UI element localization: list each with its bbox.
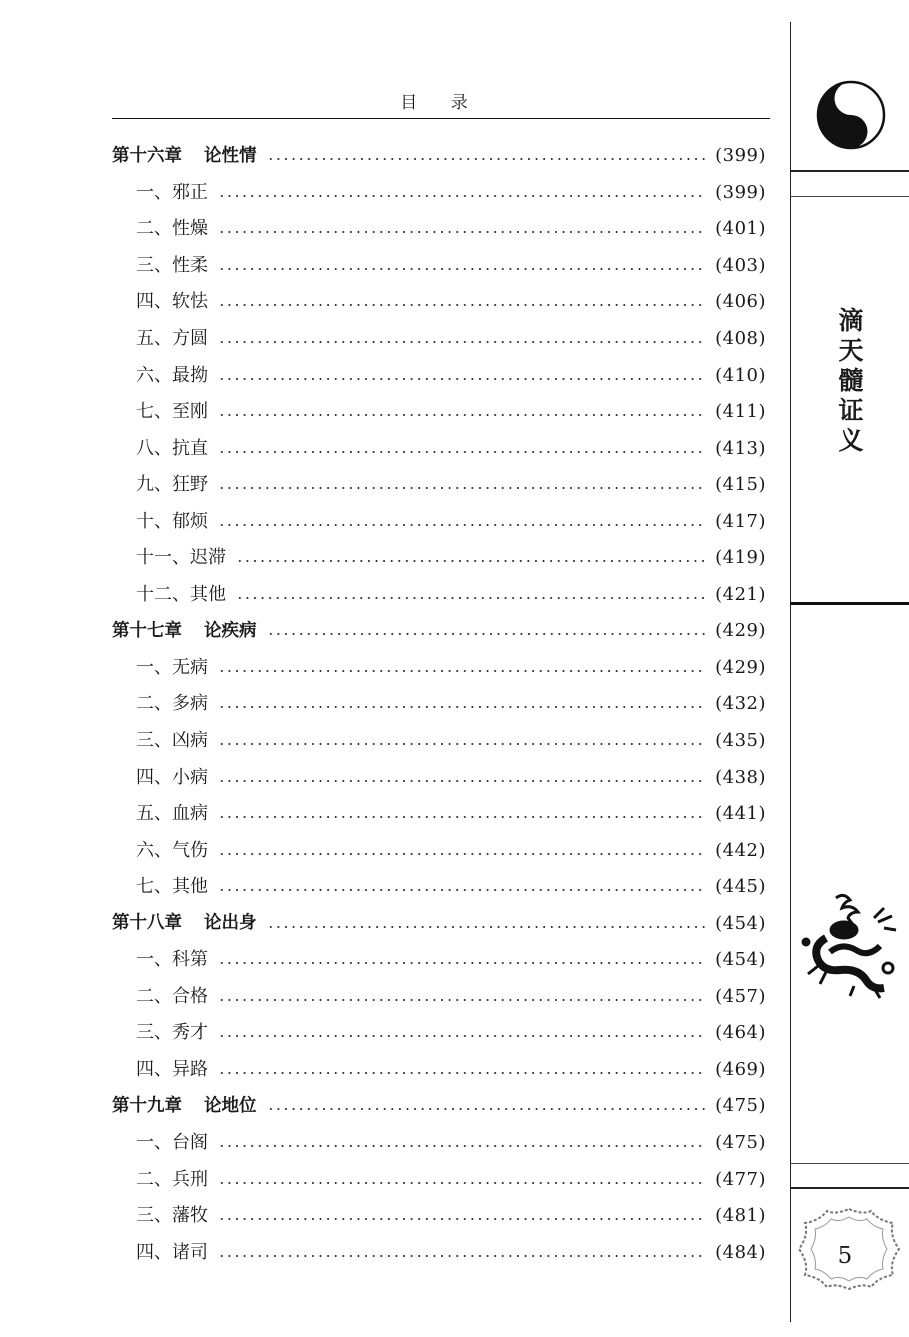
book-title-vertical: [831, 306, 871, 456]
toc-section-title: 十、郁烦: [136, 510, 208, 532]
toc-chapter-entry[interactable]: [112, 905, 766, 942]
toc-page-number: (475): [715, 1132, 766, 1154]
toc-section-title: 一、无病: [136, 656, 208, 678]
toc-page-number: (445): [715, 876, 766, 898]
toc-section-entry[interactable]: [112, 759, 766, 796]
toc-section-title: 三、凶病: [136, 730, 208, 752]
toc-section-entry[interactable]: [112, 248, 766, 285]
toc-section-entry[interactable]: [112, 540, 766, 577]
toc-section-title: 四、小病: [136, 766, 208, 788]
dot-leader: [218, 1072, 705, 1074]
toc-page-number: (399): [715, 181, 766, 203]
sidebar-rule: [790, 1163, 909, 1164]
toc-page-number: (484): [715, 1241, 766, 1263]
toc-section-title: 四、异路: [136, 1058, 208, 1080]
toc-page-number: (454): [715, 912, 766, 934]
sidebar-rule: [790, 1187, 909, 1189]
toc-chapter-number: 第十八章: [112, 913, 182, 933]
toc-section-entry[interactable]: [112, 211, 766, 248]
dot-leader: [218, 231, 705, 233]
toc-section-title: 十二、其他: [136, 583, 226, 605]
toc-page-number: (435): [715, 730, 766, 752]
toc-page-number: (415): [715, 474, 766, 496]
dot-leader: [236, 597, 705, 599]
book-title-char: 证: [838, 396, 864, 425]
toc-section-title: 六、最拗: [136, 364, 208, 386]
toc-page-number: (481): [715, 1205, 766, 1227]
toc-section-entry[interactable]: [112, 942, 766, 979]
dot-leader: [218, 1182, 705, 1184]
dot-leader: [218, 706, 705, 708]
toc-chapter-entry[interactable]: [112, 138, 766, 175]
table-of-contents: [112, 138, 766, 1271]
toc-page-number: (454): [715, 949, 766, 971]
toc-section-entry[interactable]: [112, 467, 766, 504]
toc-section-title: 六、气伤: [136, 839, 208, 861]
dot-leader: [218, 962, 705, 964]
toc-page-number: (441): [715, 803, 766, 825]
toc-chapter-entry[interactable]: [112, 613, 766, 650]
page-header-title: 目 录: [400, 93, 482, 113]
toc-section-title: 三、藩牧: [136, 1205, 208, 1227]
toc-page-number: (469): [715, 1058, 766, 1080]
toc-chapter-number: 第十六章: [112, 145, 182, 166]
toc-section-title: 七、其他: [136, 876, 208, 898]
toc-section-entry[interactable]: [112, 357, 766, 394]
dot-leader: [218, 414, 705, 416]
toc-section-title: 五、方圆: [136, 328, 208, 349]
toc-section-entry[interactable]: [112, 321, 766, 358]
dot-leader: [218, 1255, 705, 1257]
toc-section-title: 四、诸司: [136, 1241, 208, 1263]
yin-yang-icon: [816, 80, 886, 150]
toc-page-number: (429): [715, 656, 766, 678]
toc-page-number: (411): [715, 401, 766, 423]
dot-leader: [267, 1108, 706, 1110]
toc-page-number: (477): [715, 1168, 766, 1190]
book-title-char: 义: [838, 426, 864, 455]
toc-page-number: (432): [715, 693, 766, 715]
dot-leader: [267, 158, 706, 160]
dot-leader: [236, 560, 705, 562]
toc-chapter-name: 论性情: [204, 145, 257, 166]
dot-leader: [218, 889, 705, 891]
toc-chapter-name: 论地位: [204, 1095, 257, 1116]
toc-section-title: 二、兵刑: [136, 1168, 208, 1190]
dot-leader: [218, 195, 705, 197]
toc-section-entry[interactable]: [112, 796, 766, 833]
toc-page-number: (399): [715, 145, 766, 167]
toc-section-entry[interactable]: [112, 1234, 766, 1271]
dot-leader: [218, 341, 705, 343]
sidebar-rule: [790, 602, 909, 605]
dot-leader: [267, 926, 706, 928]
toc-section-entry[interactable]: [112, 284, 766, 321]
toc-page-number: (419): [715, 547, 766, 569]
toc-section-entry[interactable]: [112, 1198, 766, 1235]
dot-leader: [218, 378, 705, 380]
header-rule: [112, 118, 770, 119]
toc-section-entry[interactable]: [112, 175, 766, 212]
toc-section-entry[interactable]: [112, 723, 766, 760]
book-title-char: 髓: [838, 366, 864, 395]
toc-section-title: 十一、迟滞: [136, 547, 226, 569]
toc-page-number: (408): [715, 328, 766, 349]
toc-section-entry[interactable]: [112, 832, 766, 869]
dot-leader: [218, 780, 705, 782]
dot-leader: [218, 743, 705, 745]
toc-chapter-entry[interactable]: [112, 1088, 766, 1125]
toc-page-number: (410): [715, 364, 766, 386]
toc-section-entry[interactable]: [112, 1125, 766, 1162]
dot-leader: [218, 268, 705, 270]
toc-section-title: 一、邪正: [136, 181, 208, 203]
toc-page-number: (464): [715, 1022, 766, 1044]
toc-chapter-title: [112, 145, 257, 166]
toc-section-title: 七、至刚: [136, 401, 208, 423]
toc-section-title: 二、性燥: [136, 218, 208, 240]
dot-leader: [218, 670, 705, 672]
toc-page-number: (401): [715, 218, 766, 240]
toc-page-number: (442): [715, 839, 766, 861]
dragon-icon: [796, 890, 900, 1000]
toc-section-entry[interactable]: [112, 394, 766, 431]
dot-leader: [218, 853, 705, 855]
toc-page-number: (417): [715, 510, 766, 532]
toc-chapter-number: 第十九章: [112, 1095, 182, 1116]
toc-chapter-title: [112, 620, 257, 641]
sidebar-rule: [790, 196, 909, 197]
dot-leader: [218, 1218, 705, 1220]
toc-chapter-name: 论出身: [204, 913, 257, 933]
toc-section-title: 三、秀才: [136, 1022, 208, 1044]
toc-page-number: (429): [715, 620, 766, 642]
toc-section-entry[interactable]: [112, 1015, 766, 1052]
toc-section-entry[interactable]: [112, 430, 766, 467]
toc-section-entry[interactable]: [112, 1052, 766, 1089]
toc-section-entry[interactable]: [112, 650, 766, 687]
toc-section-title: 二、多病: [136, 693, 208, 715]
dot-leader: [218, 451, 705, 453]
toc-page-number: (475): [715, 1095, 766, 1117]
toc-page-number: (413): [715, 437, 766, 459]
toc-chapter-title: [112, 915, 257, 933]
toc-page-number: (406): [715, 291, 766, 313]
sidebar-rule: [790, 170, 909, 172]
dot-leader: [218, 524, 705, 526]
toc-section-entry[interactable]: [112, 869, 766, 906]
toc-page-number: (403): [715, 254, 766, 276]
toc-section-title: 一、台阁: [136, 1132, 208, 1154]
toc-page-number: (438): [715, 766, 766, 788]
dot-leader: [218, 487, 705, 489]
toc-chapter-title: [112, 1095, 257, 1116]
toc-section-title: 一、科第: [136, 949, 208, 971]
page-number: 5: [837, 1243, 853, 1269]
dot-leader: [218, 1145, 705, 1147]
book-title-char: 滴: [838, 306, 864, 335]
dot-leader: [218, 999, 705, 1001]
toc-page-number: (457): [715, 985, 766, 1007]
sidebar-divider: [790, 22, 791, 1322]
dot-leader: [218, 816, 705, 818]
toc-section-title: 四、软怯: [136, 291, 208, 313]
toc-chapter-number: 第十七章: [112, 620, 182, 641]
dot-leader: [267, 633, 706, 635]
book-title-char: 天: [838, 336, 864, 365]
toc-section-entry[interactable]: [112, 1161, 766, 1198]
toc-section-entry[interactable]: [112, 577, 766, 614]
dot-leader: [218, 1035, 705, 1037]
toc-section-title: 二、合格: [136, 985, 208, 1007]
toc-section-title: 三、性柔: [136, 254, 208, 276]
toc-section-title: 五、血病: [136, 803, 208, 825]
toc-section-title: 八、抗直: [136, 437, 208, 459]
toc-page-number: (421): [715, 583, 766, 605]
toc-section-entry[interactable]: [112, 503, 766, 540]
toc-section-title: 九、狂野: [136, 474, 208, 496]
dot-leader: [218, 304, 705, 306]
toc-chapter-name: 论疾病: [204, 620, 257, 641]
toc-section-entry[interactable]: [112, 686, 766, 723]
toc-section-entry[interactable]: [112, 979, 766, 1016]
